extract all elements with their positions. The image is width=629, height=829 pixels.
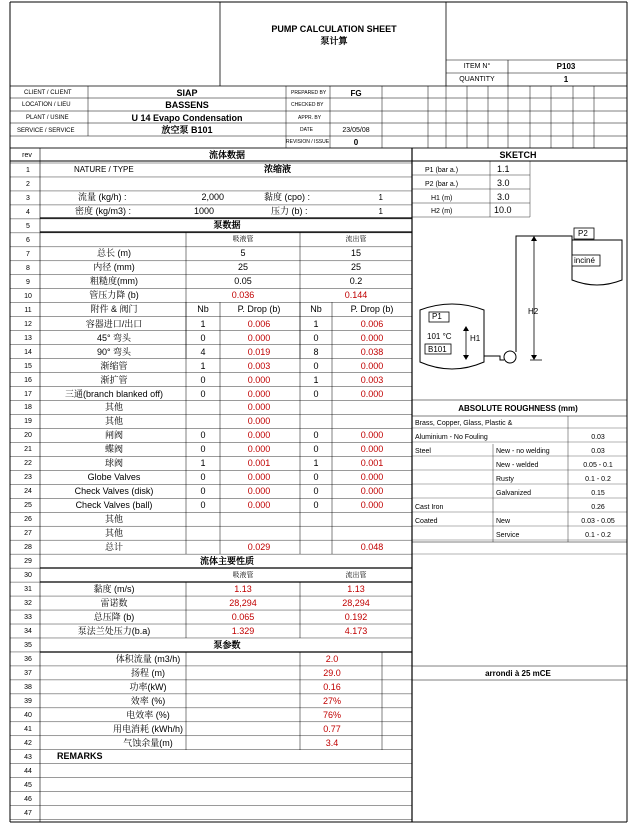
h2-tag: H2 bbox=[528, 307, 539, 316]
row-number: 11 bbox=[24, 306, 32, 314]
discharge-header-2: 流出管 bbox=[345, 572, 367, 579]
fitting-name: 闸阀 bbox=[104, 430, 124, 441]
location-value: BASSENS bbox=[165, 100, 209, 110]
fitting-name: Check Valves (ball) bbox=[75, 500, 153, 511]
reynolds-label: 雷诺数 bbox=[100, 598, 128, 608]
fitting-pdrop-discharge: 0.000 bbox=[360, 472, 384, 483]
row-number: 46 bbox=[24, 795, 32, 803]
main-props-title: 流体主要性质 bbox=[199, 556, 255, 566]
fitting-pdrop-suction: 0.019 bbox=[247, 346, 271, 357]
param-label: 气蚀余量(m) bbox=[123, 737, 173, 748]
fitting-pdrop-suction: 0.003 bbox=[247, 360, 271, 371]
fitting-name: 渐扩管 bbox=[100, 374, 128, 385]
fitting-nb-discharge: 0 bbox=[313, 430, 319, 441]
roughness-material: Cast Iron bbox=[415, 504, 444, 511]
diameter-discharge: 25 bbox=[350, 262, 362, 272]
row-number: 34 bbox=[24, 628, 32, 635]
flange-pressure-suction: 1.329 bbox=[231, 626, 255, 636]
fitting-nb-suction: 0 bbox=[200, 388, 206, 399]
p1-value: 1.1 bbox=[497, 164, 510, 174]
row-number: 39 bbox=[24, 697, 32, 705]
row-number: 20 bbox=[24, 432, 32, 440]
roughness-note: arrondi à 25 mCE bbox=[485, 669, 551, 678]
discharge-line bbox=[516, 236, 572, 352]
fitting-pdrop-suction: 0.000 bbox=[247, 472, 271, 483]
fitting-nb-suction: 1 bbox=[200, 360, 206, 371]
row-number: 23 bbox=[24, 474, 32, 482]
fitting-name: 容器进口/出口 bbox=[85, 318, 143, 329]
length-suction: 5 bbox=[240, 248, 246, 258]
param-value: 0.77 bbox=[323, 723, 341, 734]
date-label: DATE bbox=[300, 127, 313, 133]
fitting-pdrop-suction: 0.000 bbox=[247, 332, 271, 343]
param-label: 功率(kW) bbox=[129, 681, 167, 692]
roughness-material: Aluminium - No Fouling bbox=[415, 434, 488, 441]
pump-icon bbox=[504, 351, 516, 363]
row-number: 8 bbox=[26, 264, 30, 272]
flange-pressure-label: 泵法兰处压力(b.a) bbox=[77, 626, 151, 636]
suction-line bbox=[484, 356, 504, 360]
total-suction: 0.029 bbox=[247, 542, 271, 552]
fitting-name: 球阀 bbox=[104, 458, 124, 469]
fitting-nb-discharge: 0 bbox=[313, 360, 319, 371]
fitting-nb-discharge: 0 bbox=[313, 388, 319, 399]
fitting-nb-suction: 0 bbox=[200, 444, 206, 455]
row-number: 4 bbox=[26, 208, 30, 216]
remarks-label: REMARKS bbox=[57, 751, 103, 761]
revision-value: 0 bbox=[353, 138, 359, 147]
fitting-pdrop-discharge: 0.003 bbox=[360, 374, 384, 385]
fitting-name: 其他 bbox=[104, 402, 124, 413]
fitting-nb-suction: 0 bbox=[200, 486, 206, 497]
viscosity-label: 黏度 (cpo) : bbox=[264, 192, 311, 202]
fitting-pdrop-discharge: 0.000 bbox=[360, 430, 384, 441]
nature-value: 浓缩液 bbox=[264, 164, 292, 174]
fitting-pdrop-discharge: 0.000 bbox=[360, 444, 384, 455]
fitting-pdrop-discharge: 0.001 bbox=[360, 458, 384, 469]
fitting-pdrop-discharge: 0.006 bbox=[360, 318, 384, 329]
sheet-title: PUMP CALCULATION SHEET bbox=[271, 24, 397, 34]
item-label: ITEM N° bbox=[463, 63, 491, 70]
pump-section-title: 泵数据 bbox=[213, 220, 241, 230]
fitting-nb-suction: 0 bbox=[200, 374, 206, 385]
row-number: 33 bbox=[24, 614, 32, 622]
fitting-pdrop-suction: 0.000 bbox=[247, 374, 271, 385]
total-label: 总计 bbox=[104, 542, 124, 552]
row-number: 6 bbox=[26, 236, 30, 244]
fitting-nb-discharge: 0 bbox=[313, 444, 319, 455]
roughness-value: 0.03 bbox=[591, 434, 605, 441]
length-label: 总长 (m) bbox=[97, 248, 131, 258]
roughness-value: 0.05 - 0.1 bbox=[583, 462, 613, 469]
row-number: 14 bbox=[24, 348, 32, 356]
p2-tag: P2 bbox=[578, 229, 588, 238]
plant-value: U 14 Evapo Condensation bbox=[131, 113, 243, 123]
row-number: 9 bbox=[26, 278, 30, 286]
fitting-nb-suction: 0 bbox=[200, 430, 206, 441]
sketch-title: SKETCH bbox=[499, 150, 537, 160]
fitting-pdrop-suction: 0.000 bbox=[247, 430, 271, 441]
fitting-name: 其他 bbox=[104, 416, 124, 427]
row-number: 21 bbox=[24, 446, 32, 454]
fitting-nb-discharge: 0 bbox=[313, 500, 319, 511]
reynolds-discharge: 28,294 bbox=[342, 598, 370, 608]
row-number: 25 bbox=[24, 502, 32, 510]
fitting-nb-suction: 0 bbox=[200, 332, 206, 343]
h1-tag: H1 bbox=[470, 334, 481, 343]
roughness-label: 粗糙度(mm) bbox=[90, 276, 138, 286]
row-number: 43 bbox=[24, 753, 32, 761]
row-number: 18 bbox=[24, 404, 32, 412]
roughness-condition: Service bbox=[496, 532, 520, 539]
prepared-label: PREPARED BY bbox=[291, 90, 327, 96]
fitting-nb-discharge: 1 bbox=[313, 318, 319, 329]
fitting-name: Globe Valves bbox=[87, 472, 141, 483]
quantity-label: QUANTITY bbox=[459, 76, 495, 83]
row-number: 17 bbox=[24, 390, 32, 398]
fitting-nb-discharge: 1 bbox=[313, 374, 319, 385]
b101-tag: B101 bbox=[428, 345, 447, 354]
roughness-condition: New bbox=[496, 518, 511, 525]
roughness-discharge: 0.2 bbox=[349, 276, 363, 286]
fitting-pdrop-suction: 0.000 bbox=[247, 402, 271, 413]
pressure-label: 压力 (b) : bbox=[271, 206, 308, 216]
param-label: 体积流量 (m3/h) bbox=[115, 653, 181, 664]
fitting-pdrop-discharge: 0.000 bbox=[360, 486, 384, 497]
velocity-suction: 1.13 bbox=[234, 584, 252, 594]
row-number: 45 bbox=[24, 781, 32, 789]
row-number: 15 bbox=[24, 362, 32, 370]
viscosity-value: 1 bbox=[378, 193, 383, 202]
fitting-pdrop-discharge: 0.000 bbox=[360, 500, 384, 511]
revision-label: REVISION / ISSUE bbox=[286, 139, 330, 145]
fitting-pdrop-suction: 0.000 bbox=[247, 486, 271, 497]
roughness-material: Coated bbox=[415, 518, 438, 525]
fitting-name: 蝶阀 bbox=[104, 444, 124, 455]
fitting-name: 渐缩管 bbox=[100, 360, 128, 371]
fitting-nb-discharge: 0 bbox=[313, 472, 319, 483]
roughness-material: Brass, Copper, Glass, Plastic & bbox=[415, 420, 513, 427]
h2-label: H2 (m) bbox=[431, 208, 453, 215]
param-label: 扬程 (m) bbox=[131, 667, 165, 678]
client-value: SIAP bbox=[176, 88, 198, 98]
diameter-label: 内径 (mm) bbox=[93, 262, 135, 272]
p2-value: 3.0 bbox=[497, 178, 510, 188]
fittings-label: 附件 & 阀门 bbox=[90, 304, 138, 314]
fitting-nb-discharge: 0 bbox=[313, 486, 319, 497]
row-number: 37 bbox=[24, 669, 32, 677]
process-sketch bbox=[412, 220, 629, 400]
row-number: 1 bbox=[26, 167, 30, 174]
row-number: 29 bbox=[24, 558, 32, 566]
pdrop-header-suction: P. Drop (b) bbox=[237, 304, 281, 314]
roughness-value: 0.15 bbox=[591, 490, 605, 497]
prepared-value: FG bbox=[350, 89, 362, 98]
suction-header-2: 吸液管 bbox=[232, 572, 254, 579]
param-value: 27% bbox=[322, 695, 342, 706]
row-number: 12 bbox=[24, 320, 32, 328]
row-number: 36 bbox=[24, 655, 32, 663]
fitting-nb-suction: 1 bbox=[200, 318, 206, 329]
param-label: 用电消耗 (kWh/h) bbox=[112, 723, 184, 734]
fitting-name: 其他 bbox=[104, 514, 124, 525]
param-value: 0.16 bbox=[323, 681, 341, 692]
p1-label: P1 (bar a.) bbox=[425, 167, 459, 174]
row-number: 28 bbox=[24, 544, 32, 552]
pump-params-title: 泵参数 bbox=[213, 640, 241, 650]
row-number: 31 bbox=[24, 586, 32, 594]
fitting-nb-suction: 0 bbox=[200, 500, 206, 511]
location-label: LOCATION / LIEU bbox=[22, 102, 71, 108]
fitting-nb-discharge: 8 bbox=[313, 346, 319, 357]
service-value: 放空泵 B101 bbox=[161, 125, 213, 135]
row-number: 30 bbox=[24, 572, 32, 580]
row-number: 38 bbox=[24, 683, 32, 691]
row-number: 27 bbox=[24, 530, 32, 538]
density-label: 密度 (kg/m3) : bbox=[75, 206, 132, 216]
fitting-pdrop-suction: 0.001 bbox=[247, 458, 271, 469]
flow-label: 流量 (kg/h) : bbox=[78, 192, 127, 202]
fitting-name: Check Valves (disk) bbox=[74, 486, 154, 497]
roughness-value: 0.26 bbox=[591, 504, 605, 511]
total-discharge: 0.048 bbox=[360, 542, 384, 552]
p2-label: P2 (bar a.) bbox=[425, 181, 459, 188]
total-drop-suction: 0.065 bbox=[231, 612, 255, 622]
row-number: 16 bbox=[24, 376, 32, 384]
tank1-temperature: 101 °C bbox=[427, 332, 452, 341]
pipe-drop-label: 管压力降 (b) bbox=[89, 290, 139, 300]
fitting-nb-discharge: 0 bbox=[313, 332, 319, 343]
fitting-pdrop-suction: 0.000 bbox=[247, 388, 271, 399]
row-number: 24 bbox=[24, 488, 32, 496]
fitting-nb-suction: 4 bbox=[200, 346, 206, 357]
row-number: 22 bbox=[24, 460, 32, 468]
param-value: 76% bbox=[322, 709, 342, 720]
row-number: 7 bbox=[26, 250, 30, 258]
approved-label: APPR. BY bbox=[298, 115, 322, 121]
row-number: 26 bbox=[24, 516, 32, 524]
fitting-pdrop-discharge: 0.000 bbox=[360, 388, 384, 399]
pipe-drop-suction: 0.036 bbox=[231, 290, 255, 300]
plant-label: PLANT / USINE bbox=[26, 115, 69, 121]
fitting-nb-suction: 0 bbox=[200, 472, 206, 483]
row-number: 5 bbox=[26, 222, 30, 230]
sheet-title-cn: 泵计算 bbox=[320, 36, 348, 46]
rev-label: rev bbox=[22, 152, 32, 159]
incine-tag: inciné bbox=[574, 256, 595, 265]
client-label: CLIENT / CLIENT bbox=[24, 90, 72, 96]
roughness-condition: New - welded bbox=[496, 462, 539, 469]
h2-value: 10.0 bbox=[494, 205, 512, 215]
row-number: 10 bbox=[24, 292, 32, 300]
flow-value: 2,000 bbox=[201, 192, 224, 202]
reynolds-suction: 28,294 bbox=[229, 598, 257, 608]
param-value: 29.0 bbox=[323, 667, 341, 678]
fitting-pdrop-discharge: 0.000 bbox=[360, 332, 384, 343]
row-number: 42 bbox=[24, 739, 32, 747]
density-value: 1000 bbox=[193, 206, 214, 216]
fitting-name: 45° 弯头 bbox=[96, 332, 132, 343]
fitting-pdrop-discharge: 0.038 bbox=[360, 346, 384, 357]
roughness-condition: New - no welding bbox=[496, 448, 550, 455]
total-drop-discharge: 0.192 bbox=[344, 612, 368, 622]
fitting-pdrop-suction: 0.000 bbox=[247, 444, 271, 455]
total-drop-label: 总压降 (b) bbox=[93, 612, 135, 622]
fitting-nb-suction: 1 bbox=[200, 458, 206, 469]
velocity-label: 黏度 (m/s) bbox=[93, 584, 135, 594]
suction-header: 吸液管 bbox=[232, 236, 254, 243]
nb-header-suction: Nb bbox=[197, 304, 209, 314]
h1-label: H1 (m) bbox=[431, 195, 453, 202]
velocity-discharge: 1.13 bbox=[347, 584, 365, 594]
service-label: SERVICE / SERVICE bbox=[17, 128, 75, 134]
roughness-condition: Galvanized bbox=[496, 490, 532, 497]
row-number: 13 bbox=[24, 334, 32, 342]
param-value: 2.0 bbox=[325, 653, 339, 664]
param-label: 电效率 (%) bbox=[126, 709, 170, 720]
row-number: 32 bbox=[24, 600, 32, 608]
fluid-section-title: 流体数据 bbox=[208, 150, 246, 160]
roughness-material: Steel bbox=[415, 448, 431, 455]
diameter-suction: 25 bbox=[237, 262, 249, 272]
roughness-value: 0.03 - 0.05 bbox=[581, 518, 615, 525]
fitting-pdrop-suction: 0.000 bbox=[247, 500, 271, 511]
p1-tag: P1 bbox=[432, 312, 442, 321]
row-number: 47 bbox=[24, 809, 32, 817]
roughness-value: 0.1 - 0.2 bbox=[585, 476, 611, 483]
row-number: 19 bbox=[24, 418, 32, 426]
nature-label: NATURE / TYPE bbox=[74, 165, 134, 174]
nb-header-discharge: Nb bbox=[310, 304, 322, 314]
quantity-value: 1 bbox=[563, 75, 569, 84]
pdrop-header-discharge: P. Drop (b) bbox=[350, 304, 394, 314]
checked-label: CHECKED BY bbox=[291, 102, 324, 108]
roughness-value: 0.1 - 0.2 bbox=[585, 532, 611, 539]
row-number: 41 bbox=[24, 725, 32, 733]
pipe-drop-discharge: 0.144 bbox=[344, 290, 368, 300]
fitting-pdrop-discharge: 0.000 bbox=[360, 360, 384, 371]
fitting-name: 90° 弯头 bbox=[96, 346, 132, 357]
discharge-header: 流出管 bbox=[345, 236, 367, 243]
roughness-suction: 0.05 bbox=[234, 276, 252, 286]
row-number: 3 bbox=[26, 194, 30, 202]
fitting-pdrop-suction: 0.000 bbox=[247, 416, 271, 427]
roughness-condition: Rusty bbox=[496, 476, 514, 483]
item-value: P103 bbox=[556, 62, 576, 71]
param-label: 效率 (%) bbox=[130, 695, 166, 706]
flange-pressure-discharge: 4.173 bbox=[344, 626, 368, 636]
h1-value: 3.0 bbox=[497, 192, 510, 202]
fitting-pdrop-suction: 0.006 bbox=[247, 318, 271, 329]
fitting-name: 三通(branch blanked off) bbox=[65, 388, 163, 399]
row-number: 40 bbox=[24, 711, 32, 719]
length-discharge: 15 bbox=[350, 248, 362, 258]
roughness-value: 0.03 bbox=[591, 448, 605, 455]
roughness-title: ABSOLUTE ROUGHNESS (mm) bbox=[458, 404, 578, 413]
param-value: 3.4 bbox=[325, 737, 339, 748]
row-number: 44 bbox=[24, 767, 32, 775]
pressure-value: 1 bbox=[378, 207, 383, 216]
fitting-name: 其他 bbox=[104, 528, 124, 539]
fitting-nb-discharge: 1 bbox=[313, 458, 319, 469]
row-number: 35 bbox=[24, 641, 32, 649]
row-number: 2 bbox=[26, 180, 30, 188]
date-value: 23/05/08 bbox=[342, 127, 370, 134]
